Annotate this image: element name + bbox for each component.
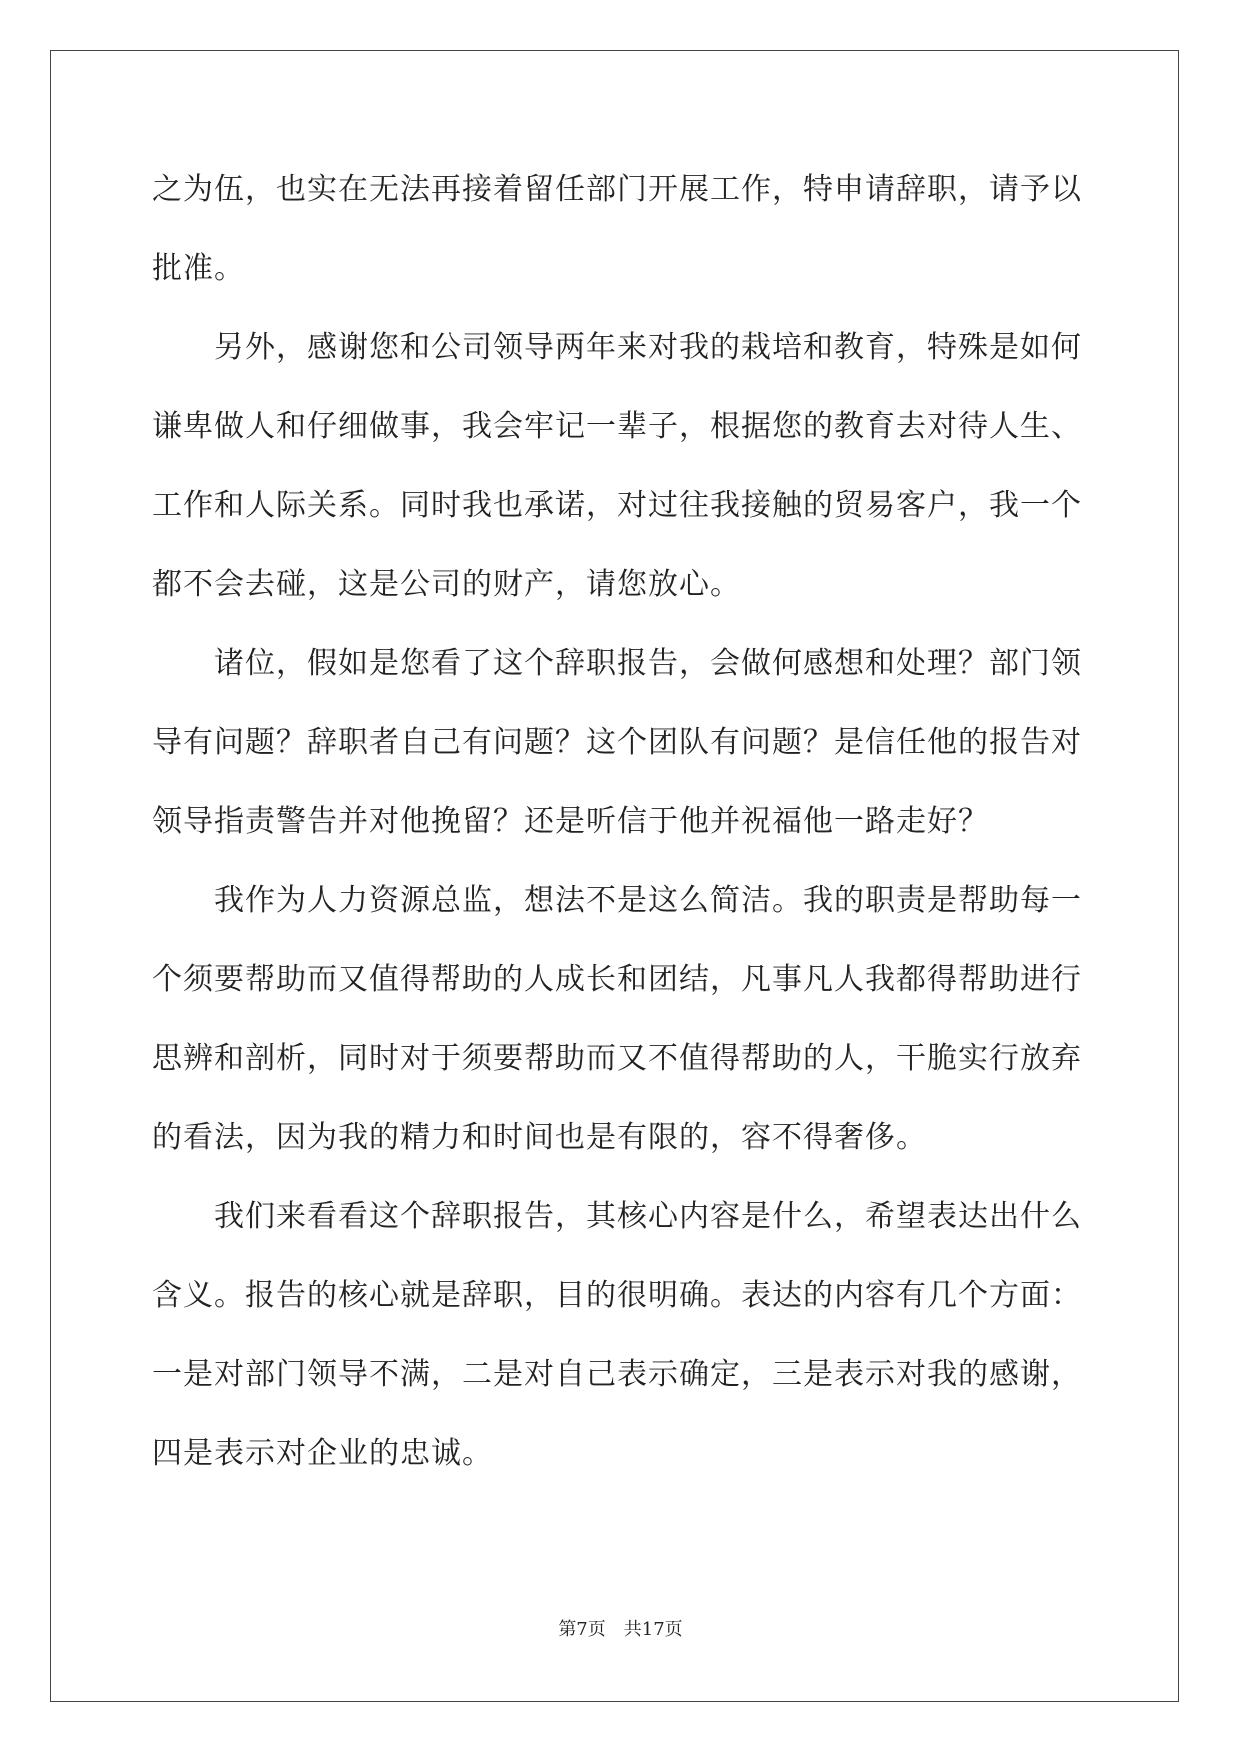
- text-line: 含义。报告的核心就是辞职，目的很明确。表达的内容有几个方面：: [152, 1278, 1082, 1313]
- text-line: 批准。: [152, 251, 245, 286]
- text-line: 一是对部门领导不满，二是对自己表示确定，三是表示对我的感谢，: [152, 1357, 1082, 1392]
- text-line: 诸位，假如是您看了这个辞职报告，会做何感想和处理？部门领: [214, 646, 1082, 681]
- text-line: 领导指责警告并对他挽留？还是听信于他并祝福他一路走好？: [152, 804, 989, 839]
- text-line: 我们来看看这个辞职报告，其核心内容是什么，希望表达出什么: [214, 1199, 1082, 1234]
- text-line: 导有问题？辞职者自己有问题？这个团队有问题？是信任他的报告对: [152, 725, 1082, 760]
- text-line: 之为伍，也实在无法再接着留任部门开展工作，特申请辞职，请予以: [152, 172, 1082, 207]
- text-line: 的看法，因为我的精力和时间也是有限的，容不得奢侈。: [152, 1120, 927, 1155]
- page-number-footer: 第7页 共17页: [558, 1619, 683, 1640]
- text-line: 都不会去碰，这是公司的财产，请您放心。: [152, 567, 741, 602]
- text-line: 四是表示对企业的忠诚。: [152, 1436, 493, 1471]
- document-body: [152, 160, 1088, 1503]
- text-line: 思辨和剖析，同时对于须要帮助而又不值得帮助的人，干脆实行放弃: [152, 1041, 1082, 1076]
- text-line: 谦卑做人和仔细做事，我会牢记一辈子，根据您的教育去对待人生、: [152, 409, 1082, 444]
- text-line: 我作为人力资源总监，想法不是这么简洁。我的职责是帮助每一: [214, 883, 1082, 918]
- text-line: 个须要帮助而又值得帮助的人成长和团结，凡事凡人我都得帮助进行: [152, 962, 1082, 997]
- text-line: 工作和人际关系。同时我也承诺，对过往我接触的贸易客户，我一个: [152, 488, 1082, 523]
- text-line: 另外，感谢您和公司领导两年来对我的栽培和教育，特殊是如何: [214, 330, 1082, 365]
